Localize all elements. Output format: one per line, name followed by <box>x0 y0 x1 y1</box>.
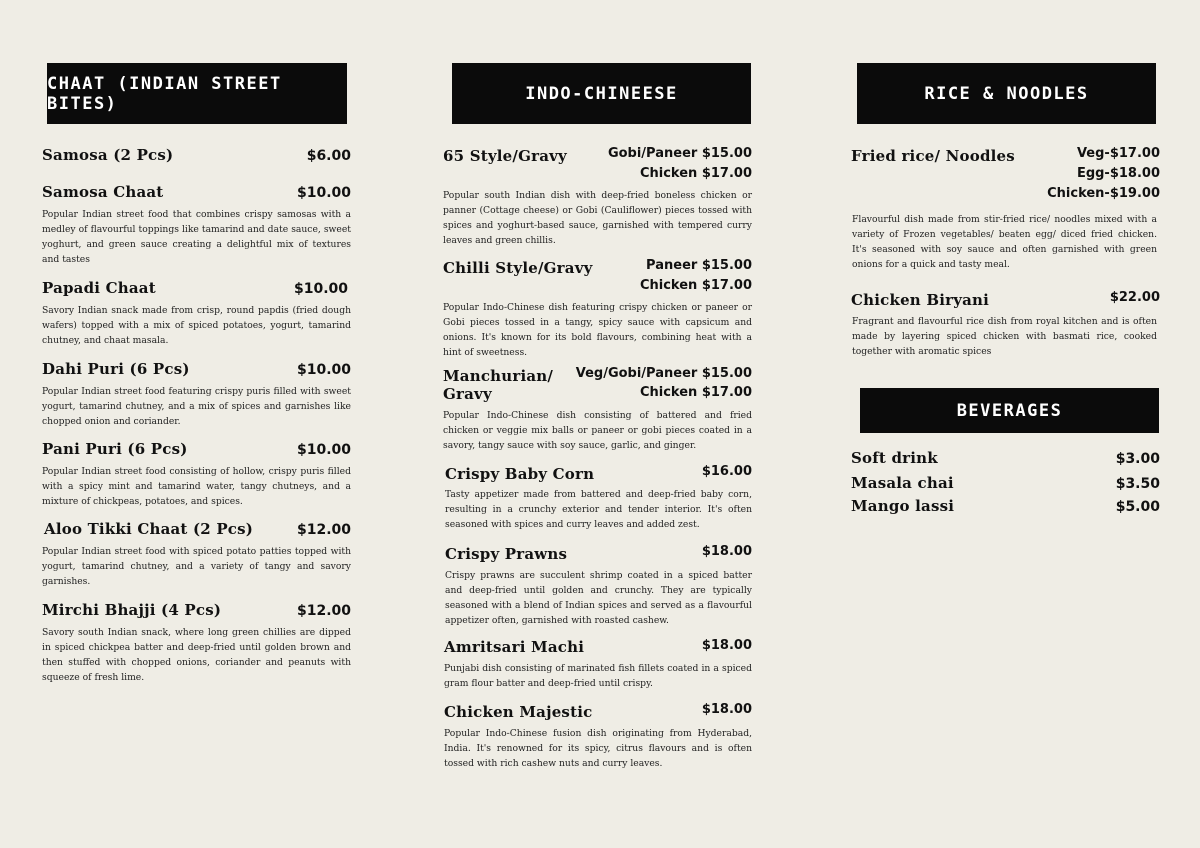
item-description: Tasty appetizer made from battered and deep-fried baby corn, resulting in a crunchy exterior and tender interior. It's often seasoned with spices and curry leaves and added zest. <box>445 489 752 530</box>
item-price: $18.00 <box>701 544 752 559</box>
item-name: Pani Puri (6 Pcs) <box>42 440 188 458</box>
item-price-egg: Egg-$18.00 <box>1076 166 1160 181</box>
item-name-line-2: Gravy <box>443 385 492 403</box>
menu-item-65-style <box>443 144 752 249</box>
item-name: Samosa Chaat <box>42 183 164 201</box>
item-description: Popular Indo-Chinese dish featuring crispy chicken or paneer or Gobi pieces tossed in a tangy, spicy sauce with capsicum and onions. It's known for its bold flavours, combining heat with a hint of sweetness. <box>443 302 752 358</box>
item-price: $5.00 <box>1115 499 1160 515</box>
item-price-option-1: Veg/Gobi/Paneer $15.00 <box>575 366 752 381</box>
item-name: Mirchi Bhajji (4 Pcs) <box>42 601 222 619</box>
menu-item-pani-puri <box>42 440 351 510</box>
item-price: $18.00 <box>701 638 752 653</box>
menu-item-samosa-chaat <box>42 183 351 268</box>
menu-item-samosa <box>42 146 351 170</box>
item-description: Savory south Indian snack, where long green chillies are dipped in spiced chickpea batter and deep-fried until golden brown and then stuffed with chopped onions, coriander and peanuts with squeeze of fresh lime. <box>42 627 351 683</box>
item-description: Punjabi dish consisting of marinated fish fillets coated in a spiced gram flour batter and deep-fried until crispy. <box>444 663 752 689</box>
item-description: Savory Indian snack made from crisp, round papdis (fried dough wafers) topped with a mix of spiced potatoes, yogurt, tamarind chutney, and chaat masala. <box>42 305 351 346</box>
item-name: 65 Style/Gravy <box>443 147 567 165</box>
menu-item-aloo-tikki-chaat <box>42 520 351 590</box>
menu-item-dahi-puri <box>42 360 351 430</box>
item-name: Amritsari Machi <box>444 638 585 656</box>
rice-noodles-section-header: RICE & NOODLES <box>857 63 1156 124</box>
menu-item-papadi-chaat <box>42 279 351 349</box>
item-name: Crispy Baby Corn <box>445 465 595 483</box>
item-price: $10.00 <box>296 185 351 201</box>
item-price-option-1: Gobi/Paneer $15.00 <box>607 146 752 161</box>
item-name: Papadi Chaat <box>42 279 156 297</box>
item-name: Fried rice/ Noodles <box>851 147 1015 165</box>
menu-item-chicken-biryani <box>851 288 1160 363</box>
item-price: $3.50 <box>1115 476 1160 492</box>
item-price: $10.00 <box>296 362 351 378</box>
item-description: Crispy prawns are succulent shrimp coated in a spiced batter and deep-fried until golden and crunchy. They are typically seasoned with a blend of Indian spices and served as a flavourful appetizer often, garnished with roasted cashew. <box>445 570 752 626</box>
item-price: $12.00 <box>296 603 351 619</box>
item-name: Chicken Biryani <box>851 291 990 309</box>
item-description: Popular Indian street food with spiced potato patties topped with yogurt, tamarind chutney, and a variety of tangy and savory garnishes. <box>42 546 351 587</box>
item-price-option-2: Chicken $17.00 <box>639 166 752 181</box>
menu-item-soft-drink <box>851 449 1160 471</box>
item-price-option-1: Paneer $15.00 <box>646 258 752 273</box>
item-description: Popular Indian street food featuring crispy puris filled with sweet yogurt, tamarind chutney, and a mix of spices and garnishes like chopped onion and coriander. <box>42 386 351 427</box>
menu-item-amritsari-machi <box>444 636 752 694</box>
item-description: Popular Indo-Chinese dish consisting of battered and fried chicken or veggie mix balls or paneer or gobi pieces coated in a savory, tangy sauce with soy sauce, garlic, and ginger. <box>443 410 752 451</box>
menu-item-chilli-style <box>443 256 752 361</box>
item-name: Dahi Puri (6 Pcs) <box>42 360 190 378</box>
menu-item-manchurian <box>443 364 752 454</box>
item-name-line-1: Manchurian/ <box>443 367 554 385</box>
menu-item-mango-lassi <box>851 497 1160 519</box>
item-price-chicken: Chicken-$19.00 <box>1047 186 1160 201</box>
item-name: Masala chai <box>851 474 954 492</box>
item-price-option-2: Chicken $17.00 <box>639 385 752 400</box>
item-price-option-2: Chicken $17.00 <box>639 278 752 293</box>
item-price: $10.00 <box>293 281 348 297</box>
item-description: Flavourful dish made from stir-fried rice/ noodles mixed with a variety of Frozen vegetables/ beaten egg/ diced fried chicken. It's seasoned with soy sauce and often garnished with green onions for a quick and tasty meal. <box>852 214 1157 270</box>
menu-item-mirchi-bhajji <box>42 601 351 691</box>
item-name: Mango lassi <box>851 497 955 515</box>
item-name: Chilli Style/Gravy <box>443 259 593 277</box>
item-price: $22.00 <box>1109 290 1160 305</box>
item-name: Soft drink <box>851 449 938 467</box>
item-description: Popular Indo-Chinese fusion dish originating from Hyderabad, India. It's renowned for its spicy, citrus flavours and is often tossed with rich cashew nuts and curry leaves. <box>444 728 752 769</box>
item-description: Popular Indian street food that combines crispy samosas with a medley of flavourful toppings like tamarind and date sauce, sweet yoghurt, and green sauce creating a delightful mix of textures and tastes <box>42 209 351 265</box>
menu-item-chicken-majestic <box>444 700 752 775</box>
item-price: $16.00 <box>701 464 752 479</box>
item-price: $6.00 <box>306 148 351 164</box>
item-name: Aloo Tikki Chaat (2 Pcs) <box>44 520 254 538</box>
item-price-veg: Veg-$17.00 <box>1076 146 1160 161</box>
item-name: Samosa (2 Pcs) <box>42 146 174 164</box>
beverages-section-header: BEVERAGES <box>860 388 1159 433</box>
item-price: $3.00 <box>1115 451 1160 467</box>
item-name: Crispy Prawns <box>445 545 568 563</box>
item-description: Popular south Indian dish with deep-fried boneless chicken or panner (Cottage cheese) or Gobi (Cauliflower) pieces tossed with spices and yoghurt-based sauce, garnished with tempered curry leaves and green chillis. <box>443 190 752 246</box>
menu-item-masala-chai <box>851 474 1160 496</box>
item-price: $10.00 <box>296 442 351 458</box>
menu-item-fried-rice-noodles <box>851 144 1160 274</box>
item-description: Popular Indian street food consisting of hollow, crispy puris filled with a spicy mint and tamarind water, tangy chutneys, and a mixture of chickpeas, potatoes, and spices. <box>42 466 351 507</box>
menu-item-crispy-prawns <box>445 542 752 632</box>
item-description: Fragrant and flavourful rice dish from royal kitchen and is often made by layering spiced chicken with basmati rice, cooked together with aromatic spices <box>852 316 1157 357</box>
item-name: Chicken Majestic <box>444 703 593 721</box>
item-price: $12.00 <box>296 522 351 538</box>
menu-item-crispy-baby-corn <box>445 462 752 537</box>
indo-chinese-section-header: INDO-CHINEESE <box>452 63 751 124</box>
item-price: $18.00 <box>701 702 752 717</box>
chaat-section-header: CHAAT (INDIAN STREET BITES) <box>47 63 347 124</box>
